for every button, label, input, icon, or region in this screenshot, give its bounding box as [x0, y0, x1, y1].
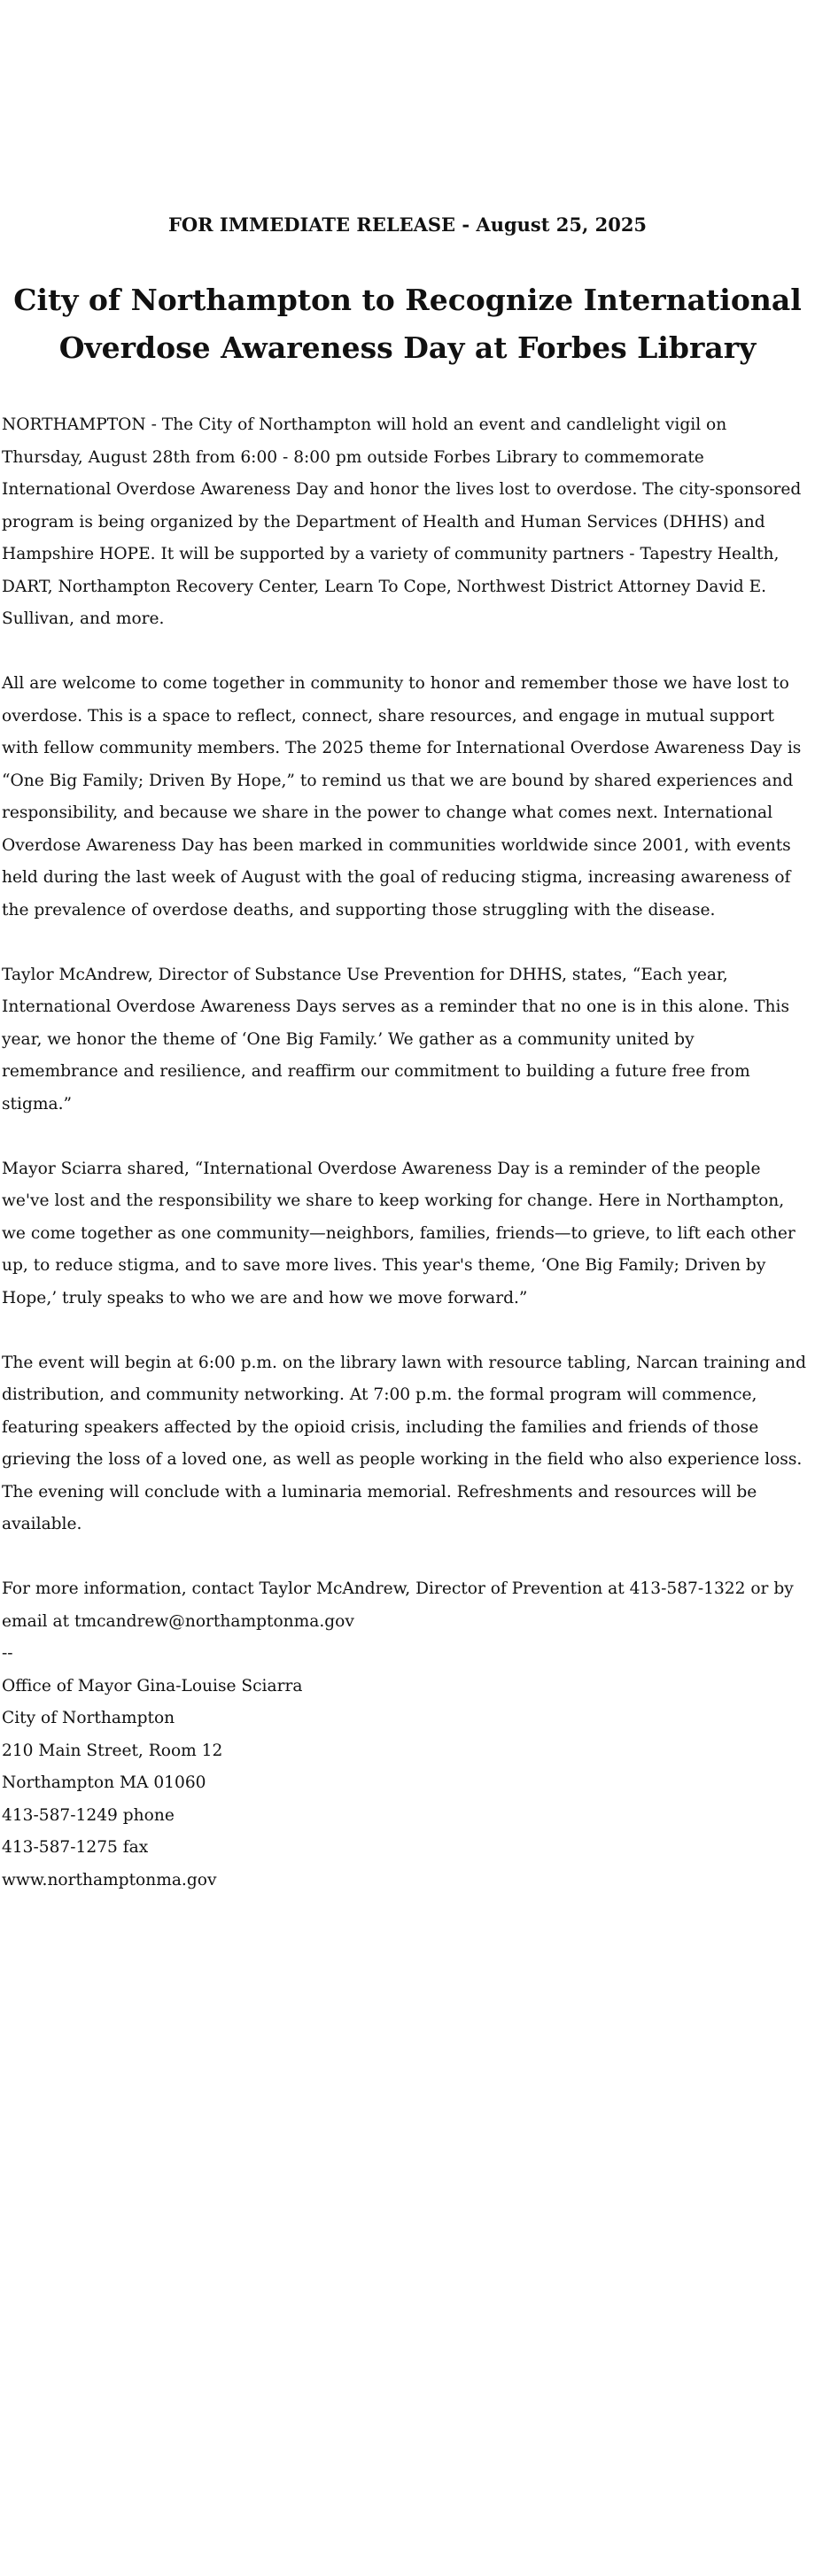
paragraph-mayor-quote: Mayor Sciarra shared, “International Overdose Awareness Day is a reminder of the people we've lost and the responsibility we share to keep working for change. Here in Northampton, we come together as one community—neighbors, families, friends—to grieve, to lift each other up, to reduce stigma, and to save more lives. This year's theme, ‘One Big Family; Driven by Hope,’ truly speaks to who we are and how we move forward.” — [2, 1159, 796, 1307]
paragraph-theme: All are welcome to come together in community to honor and remember those we have lost to overdose. This is a space to reflect, connect, share resources, and engage in mutual support with fellow community members. The 2025 theme for International Overdose Awareness Day is “One Big Family; Driven By Hope,” to remind us that we are bound by shared experiences and responsibility, and because we share in the power to change what comes next. International Overdose Awareness Day has been marked in communities worldwide since 2001, with events held during the last week of August with the goal of reducing stigma, increasing awareness of the prevalence of overdose deaths, and supporting those struggling with the disease. — [2, 674, 802, 919]
paragraph-contact: For more information, contact Taylor McAndrew, Director of Prevention at 413-587-1322 or by email at tmcandrew@northamptonma.gov — [2, 1579, 794, 1631]
signature-website: www.northamptonma.gov — [2, 1870, 217, 1889]
paragraph-intro: NORTHAMPTON - The City of Northampton will hold an event and candlelight vigil on Thursday, August 28th from 6:00 - 8:00 pm outside Forbes Library to commemorate International Overdose Awareness Day and honor the lives lost to overdose. The city-sponsored program is being organized by the Department of Health and Human Services (DHHS) and Hampshire HOPE. It will be supported by a variety of community partners - Tapestry Health, DART, Northampton Recovery Center, Learn To Cope, Northwest District Attorney David E. Sullivan, and more. — [2, 415, 802, 628]
signature-city-state-zip: Northampton MA 01060 — [2, 1773, 206, 1792]
headline-line-1: City of Northampton to Recognize International — [13, 283, 802, 317]
signature-phone: 413-587-1249 phone — [2, 1805, 175, 1825]
release-body — [2, 409, 810, 1897]
signature-separator: -- — [2, 1644, 13, 1663]
release-date-line: FOR IMMEDIATE RELEASE - August 25, 2025 — [167, 213, 648, 236]
signature-city: City of Northampton — [2, 1709, 175, 1727]
signature-block — [2, 1638, 810, 1897]
signature-fax: 413-587-1275 fax — [2, 1838, 149, 1857]
signature-office: Office of Mayor Gina-Louise Sciarra — [2, 1676, 303, 1695]
headline-line-2: Overdose Awareness Day at Forbes Library — [58, 330, 757, 365]
page-title — [0, 276, 815, 372]
signature-street: 210 Main Street, Room 12 — [2, 1741, 223, 1760]
paragraph-mcandrew-quote: Taylor McAndrew, Director of Substance Use Prevention for DHHS, states, “Each year, International Overdose Awareness Days serves as a reminder that no one is in this alone. This year, we honor the theme of ‘One Big Family.’ We gather as a community united by remembrance and resilience, and reaffirm our commitment to building a future free from stigma.” — [2, 965, 790, 1113]
paragraph-event-schedule: The event will begin at 6:00 p.m. on the library lawn with resource tabling, Narcan training and distribution, and community networking. At 7:00 p.m. the formal program will commence, featuring speakers affected by the opioid crisis, including the families and friends of those grieving the loss of a loved one, as well as people working in the field who also experience loss. The evening will conclude with a luminaria memorial. Refreshments and resources will be available. — [2, 1353, 806, 1533]
